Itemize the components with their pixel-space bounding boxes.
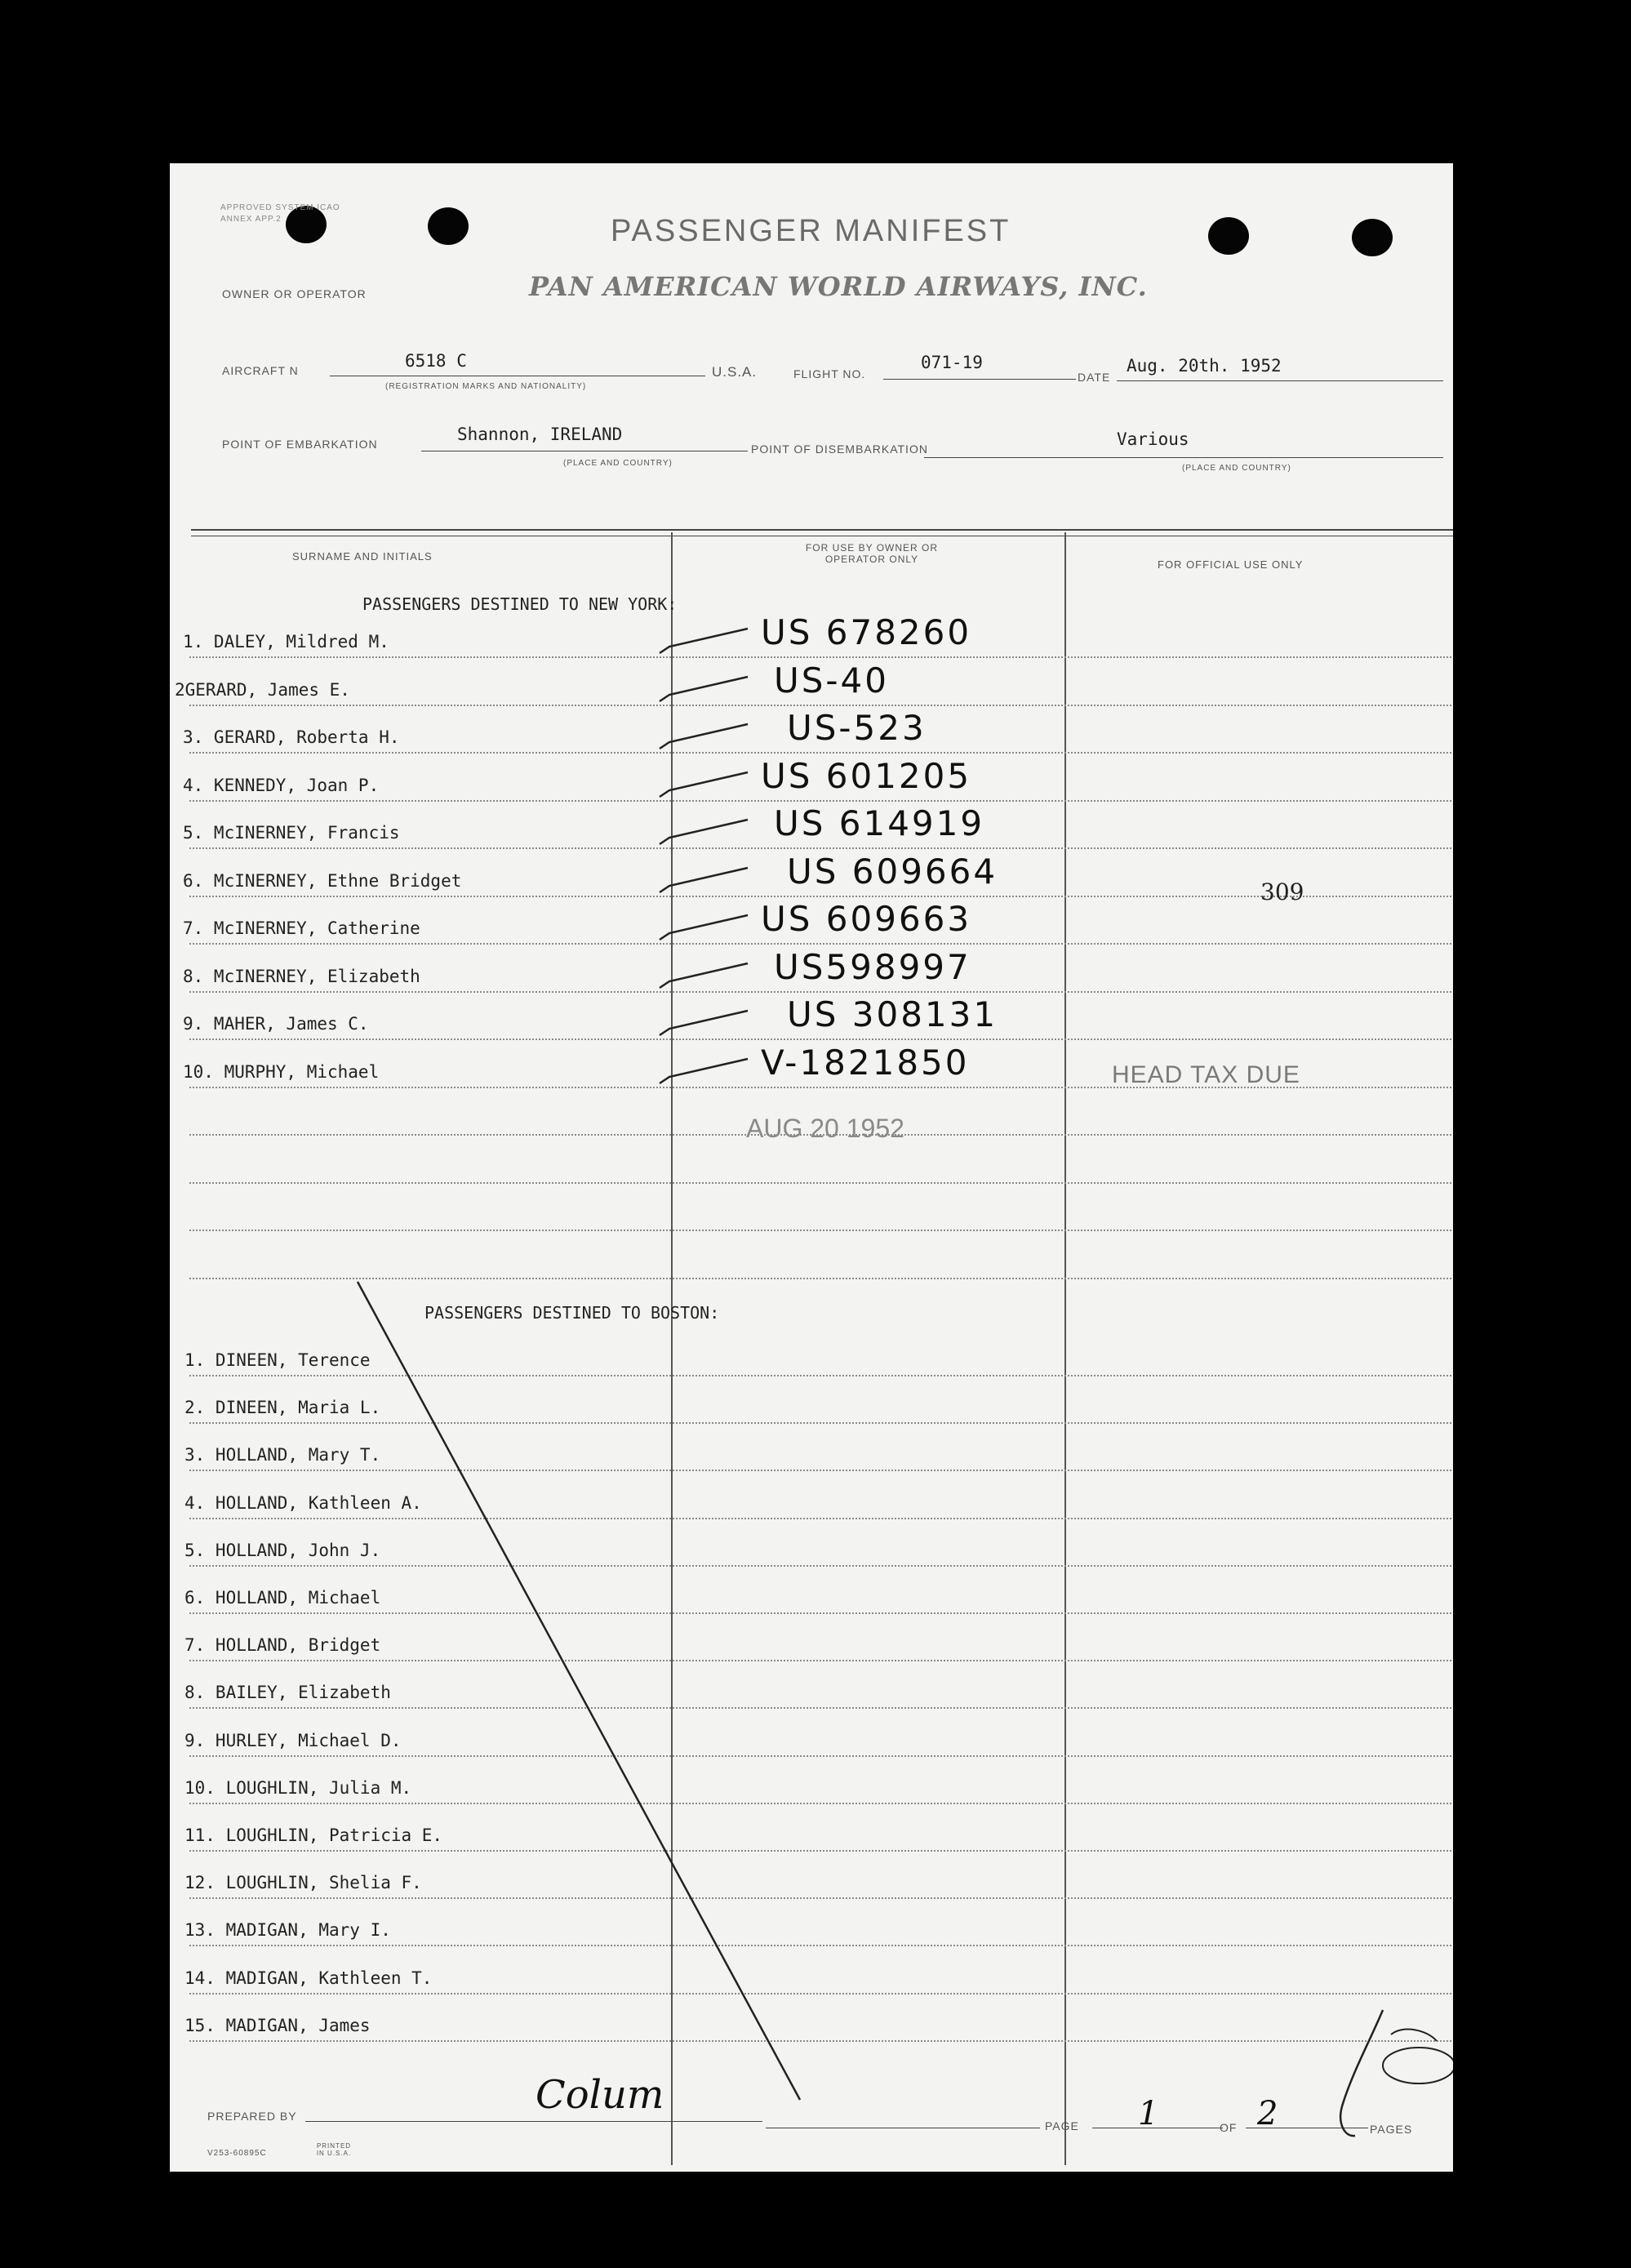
ny-passenger-name: 9. MAHER, James C.: [183, 1014, 369, 1034]
ny-passport-number: V-1821850: [761, 1043, 970, 1083]
preparer-signature: Colum: [536, 2072, 664, 2118]
manifest-sheet: [170, 163, 1453, 2172]
ny-passenger-name: 3. GERARD, Roberta H.: [183, 727, 400, 747]
registration-note: (REGISTRATION MARKS AND NATIONALITY): [385, 382, 587, 391]
ny-passport-number: US 609663: [761, 899, 972, 939]
ny-passport-number: US-523: [787, 708, 927, 748]
date-received-stamp: AUG 20 1952: [746, 1114, 904, 1143]
form-number: V253-60895C: [207, 2149, 267, 2158]
ny-passenger-name: 1. DALEY, Mildred M.: [183, 632, 389, 651]
boston-passenger-name: 6. HOLLAND, Michael: [184, 1588, 381, 1608]
flight-number: 071-19: [921, 353, 983, 372]
boston-passenger-name: 8. BAILEY, Elizabeth: [184, 1683, 391, 1702]
nationality-label: U.S.A.: [712, 364, 758, 380]
page-label: PAGE: [1045, 2119, 1079, 2132]
boston-passenger-name: 5. HOLLAND, John J.: [184, 1541, 381, 1560]
ny-passenger-name: 4. KENNEDY, Joan P.: [183, 776, 380, 795]
disembarkation-place: Various: [1117, 429, 1189, 449]
boston-passenger-name: 13. MADIGAN, Mary I.: [184, 1920, 391, 1940]
ny-passport-number: US 609664: [787, 852, 998, 892]
ny-passport-number: US 308131: [787, 994, 998, 1034]
boston-passenger-name: 10. LOUGHLIN, Julia M.: [184, 1778, 412, 1798]
column-header-owner: FOR USE BY OWNER OR OPERATOR ONLY: [805, 542, 939, 565]
flight-date: Aug. 20th. 1952: [1127, 356, 1282, 376]
printed-note: PRINTED IN U.S.A.: [316, 2142, 352, 2157]
boston-passenger-name: 12. LOUGHLIN, Shelia F.: [184, 1873, 422, 1892]
owner-label: OWNER OR OPERATOR: [222, 287, 367, 300]
aircraft-label: AIRCRAFT N: [222, 364, 299, 377]
embarkation-place: Shannon, IRELAND: [457, 425, 623, 444]
disembarkation-label: POINT OF DISEMBARKATION: [751, 442, 928, 456]
airline-name: PAN AMERICAN WORLD AIRWAYS, INC.: [529, 271, 1148, 302]
boston-passenger-name: 1. DINEEN, Terence: [184, 1350, 371, 1370]
of-label: OF: [1220, 2121, 1238, 2134]
embarkation-label: POINT OF EMBARKATION: [222, 438, 378, 451]
boston-passenger-name: 15. MADIGAN, James: [184, 2016, 371, 2035]
boston-passenger-name: 14. MADIGAN, Kathleen T.: [184, 1968, 433, 1988]
page-number: 1: [1138, 2095, 1159, 2132]
column-header-surname: SURNAME AND INITIALS: [292, 550, 433, 563]
head-tax-stamp: HEAD TAX DUE: [1112, 1061, 1300, 1088]
ny-passport-number: US-40: [774, 660, 889, 700]
flight-label: FLIGHT NO.: [793, 367, 866, 380]
page-total: 2: [1257, 2095, 1278, 2132]
boston-heading: PASSENGERS DESTINED TO BOSTON:: [424, 1303, 720, 1323]
ny-passenger-name: 2GERARD, James E.: [175, 680, 350, 700]
pen-strokes: [170, 163, 1453, 2172]
boston-passenger-name: 7. HOLLAND, Bridget: [184, 1635, 381, 1655]
date-label: DATE: [1078, 371, 1111, 384]
ny-passport-number: US 678260: [761, 612, 972, 652]
ny-passport-number: US 614919: [774, 803, 985, 843]
aircraft-number: 6518 C: [405, 351, 467, 371]
ny-passenger-name: 6. McINERNEY, Ethne Bridget: [183, 871, 462, 891]
pages-label: PAGES: [1370, 2123, 1413, 2136]
ny-passenger-name: 10. MURPHY, Michael: [183, 1062, 380, 1082]
ny-passenger-name: 8. McINERNEY, Elizabeth: [183, 967, 420, 986]
manifest-title: PASSENGER MANIFEST: [611, 214, 1011, 248]
official-number: 309: [1260, 878, 1304, 905]
approval-stamp: APPROVED SYSTEM ICAO ANNEX APP.2: [220, 203, 340, 224]
column-header-official: FOR OFFICIAL USE ONLY: [1158, 558, 1304, 571]
boston-passenger-name: 2. DINEEN, Maria L.: [184, 1398, 381, 1417]
ny-passenger-name: 5. McINERNEY, Francis: [183, 823, 400, 843]
boston-passenger-name: 11. LOUGHLIN, Patricia E.: [184, 1826, 443, 1845]
ny-passenger-name: 7. McINERNEY, Catherine: [183, 918, 420, 938]
boston-passenger-name: 4. HOLLAND, Kathleen A.: [184, 1493, 422, 1513]
ny-passport-number: US 601205: [761, 756, 972, 796]
boston-passenger-name: 9. HURLEY, Michael D.: [184, 1731, 402, 1750]
boston-passenger-name: 3. HOLLAND, Mary T.: [184, 1445, 381, 1465]
embarkation-place-note: (PLACE AND COUNTRY): [563, 459, 673, 468]
disembarkation-place-note: (PLACE AND COUNTRY): [1182, 464, 1291, 473]
new-york-heading: PASSENGERS DESTINED TO NEW YORK:: [362, 594, 678, 614]
prepared-by-label: PREPARED BY: [207, 2110, 297, 2123]
ny-passport-number: US598997: [774, 947, 971, 987]
